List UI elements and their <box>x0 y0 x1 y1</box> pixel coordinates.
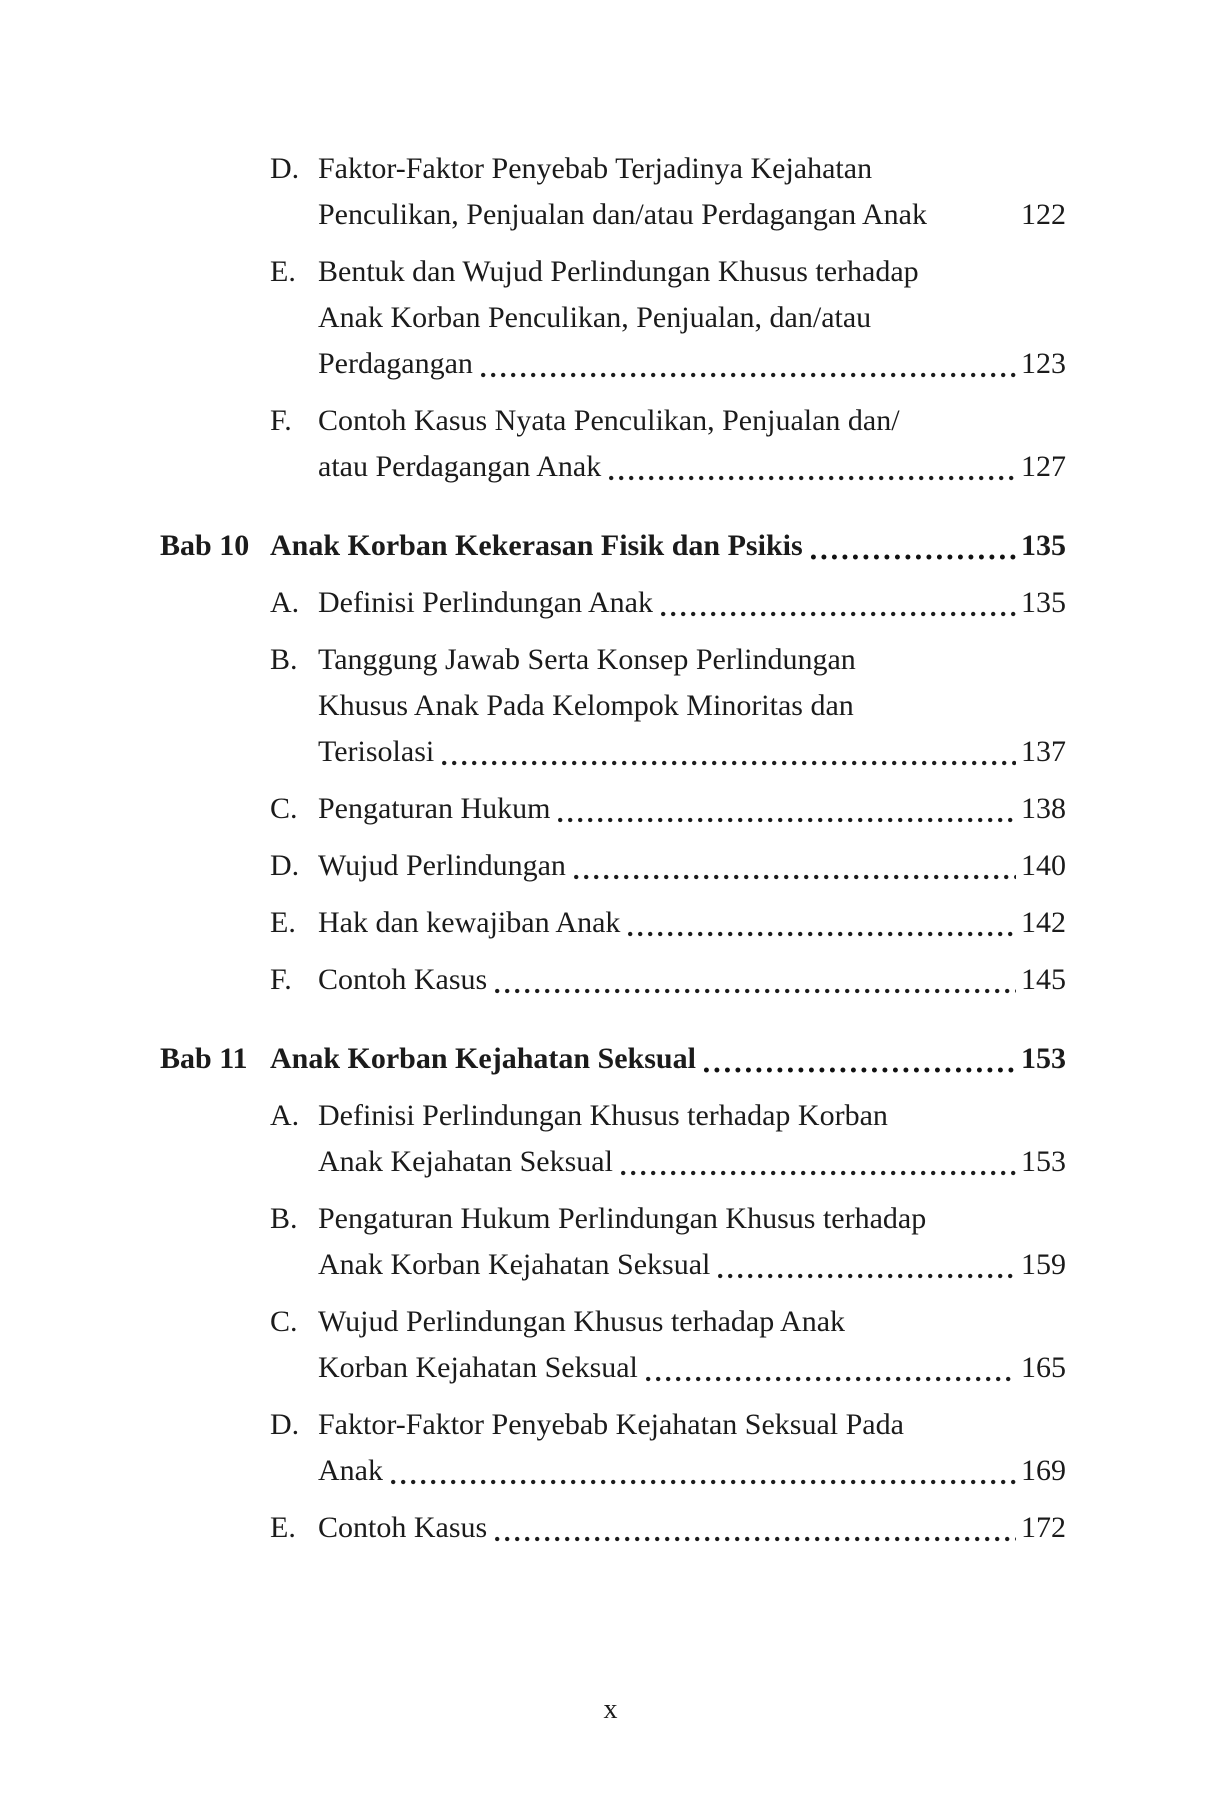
item-entry-body <box>318 580 1066 626</box>
toc-chapter-entry <box>160 523 1066 569</box>
item-letter: B. <box>270 643 298 676</box>
item-letter: E. <box>270 1511 296 1544</box>
item-title: Anak <box>318 1454 383 1487</box>
item-title: Contoh Kasus <box>318 1511 488 1544</box>
chapter-title: Anak Korban Kejahatan Seksual <box>270 1042 696 1075</box>
item-title: Definisi Perlindungan Khusus terhadap Korban <box>318 1099 888 1132</box>
dot-leader <box>609 475 1016 481</box>
entry-page-number: 145 <box>1021 963 1066 996</box>
entry-line <box>270 523 1066 569</box>
item-entry-body <box>318 786 1066 832</box>
entry-line <box>318 444 1066 490</box>
entry-line <box>318 1139 1066 1185</box>
item-title: Anak Korban Penculikan, Penjualan, dan/atau <box>318 301 872 334</box>
chapter-title: Anak Korban Kekerasan Fisik dan Psikis <box>270 529 803 562</box>
toc-item-entry <box>160 1505 1066 1551</box>
entry-line <box>318 843 1066 889</box>
entry-page-number: 142 <box>1021 906 1066 939</box>
item-entry-body <box>318 843 1066 889</box>
item-title: Hak dan kewajiban Anak <box>318 906 621 939</box>
dot-leader <box>811 554 1016 560</box>
entry-line <box>318 146 1066 192</box>
dot-leader <box>495 1536 1016 1542</box>
toc-item-entry <box>160 900 1066 946</box>
item-title: Contoh Kasus Nyata Penculikan, Penjualan dan/ <box>318 404 900 437</box>
chapter-entry-body <box>270 1036 1066 1082</box>
toc-item-entry <box>160 1196 1066 1288</box>
item-letter: F. <box>270 963 292 996</box>
entry-line <box>318 1505 1066 1551</box>
item-title: Pengaturan Hukum Perlindungan Khusus terhadap <box>318 1202 927 1235</box>
toc-item-entry <box>160 957 1066 1003</box>
entry-page-number: 123 <box>1021 347 1066 380</box>
item-entry-body <box>318 637 1066 775</box>
dot-leader <box>628 931 1016 937</box>
item-letter: B. <box>270 1202 298 1235</box>
entry-line <box>318 249 1066 295</box>
item-letter: F. <box>270 404 292 437</box>
chapter-entry-body <box>270 523 1066 569</box>
entry-page-number: 159 <box>1021 1248 1066 1281</box>
item-letter: D. <box>270 1408 300 1441</box>
entry-line <box>318 192 1066 238</box>
item-entry-body <box>318 249 1066 387</box>
dot-leader <box>391 1479 1016 1485</box>
item-title: Korban Kejahatan Seksual <box>318 1351 638 1384</box>
entry-line <box>318 1402 1066 1448</box>
dot-leader <box>661 611 1016 617</box>
entry-line <box>318 683 1066 729</box>
entry-line <box>318 1196 1066 1242</box>
item-title: Contoh Kasus <box>318 963 488 996</box>
entry-page-number: 122 <box>1021 198 1066 231</box>
item-title: Tanggung Jawab Serta Konsep Perlindungan <box>318 643 856 676</box>
entry-page-number: 165 <box>1021 1351 1066 1384</box>
item-letter: C. <box>270 792 298 825</box>
entry-page-number: 137 <box>1021 735 1066 768</box>
item-letter: E. <box>270 255 296 288</box>
item-title: atau Perdagangan Anak <box>318 450 602 483</box>
item-entry-body <box>318 146 1066 238</box>
toc-item-entry <box>160 637 1066 775</box>
item-letter: E. <box>270 906 296 939</box>
item-entry-body <box>318 1505 1066 1551</box>
entry-line <box>318 295 1066 341</box>
item-title: Wujud Perlindungan <box>318 849 566 882</box>
item-title: Wujud Perlindungan Khusus terhadap Anak <box>318 1305 846 1338</box>
toc-chapter-entry <box>160 1036 1066 1082</box>
toc-item-entry <box>160 843 1066 889</box>
item-title: Faktor-Faktor Penyebab Kejahatan Seksual Pada <box>318 1408 904 1441</box>
item-entry-body <box>318 1299 1066 1391</box>
entry-line <box>318 1448 1066 1494</box>
item-entry-body <box>318 957 1066 1003</box>
chapter-label: Bab 11 <box>160 1042 248 1075</box>
item-title: Anak Kejahatan Seksual <box>318 1145 613 1178</box>
item-title: Bentuk dan Wujud Perlindungan Khusus terhadap <box>318 255 919 288</box>
entry-page-number: 140 <box>1021 849 1066 882</box>
dot-leader <box>935 223 1016 229</box>
item-title: Khusus Anak Pada Kelompok Minoritas dan <box>318 689 854 722</box>
entry-line <box>318 580 1066 626</box>
entry-page-number: 172 <box>1021 1511 1066 1544</box>
dot-leader <box>495 988 1016 994</box>
entry-line <box>318 341 1066 387</box>
entry-page-number: 127 <box>1021 450 1066 483</box>
toc-item-entry <box>160 1093 1066 1185</box>
dot-leader <box>718 1273 1016 1279</box>
dot-leader <box>481 372 1016 378</box>
entry-page-number: 135 <box>1021 529 1066 562</box>
chapter-label: Bab 10 <box>160 529 250 562</box>
entry-line <box>318 1093 1066 1139</box>
toc-item-entry <box>160 398 1066 490</box>
item-letter: D. <box>270 849 300 882</box>
item-letter: A. <box>270 1099 300 1132</box>
entry-line <box>318 957 1066 1003</box>
item-title: Perdagangan <box>318 347 473 380</box>
item-entry-body <box>318 1402 1066 1494</box>
dot-leader <box>621 1170 1016 1176</box>
entry-line <box>318 637 1066 683</box>
entry-line <box>318 900 1066 946</box>
toc-item-entry <box>160 1402 1066 1494</box>
toc-item-entry <box>160 1299 1066 1391</box>
toc-item-entry <box>160 146 1066 238</box>
toc-item-entry <box>160 249 1066 387</box>
item-letter: C. <box>270 1305 298 1338</box>
toc-item-entry <box>160 580 1066 626</box>
entry-line <box>318 1345 1066 1391</box>
entry-page-number: 135 <box>1021 586 1066 619</box>
item-title: Faktor-Faktor Penyebab Terjadinya Kejahatan <box>318 152 873 185</box>
item-title: Terisolasi <box>318 735 435 768</box>
item-title: Definisi Perlindungan Anak <box>318 586 653 619</box>
entry-page-number: 153 <box>1021 1042 1066 1075</box>
item-entry-body <box>318 398 1066 490</box>
dot-leader <box>646 1376 1016 1382</box>
entry-line <box>318 1242 1066 1288</box>
entry-line <box>318 729 1066 775</box>
entry-line <box>318 786 1066 832</box>
dot-leader <box>704 1067 1016 1073</box>
item-title: Pengaturan Hukum <box>318 792 551 825</box>
entry-line <box>318 1299 1066 1345</box>
item-letter: D. <box>270 152 300 185</box>
entry-line <box>270 1036 1066 1082</box>
dot-leader <box>574 874 1016 880</box>
item-entry-body <box>318 900 1066 946</box>
page-footer <box>0 1693 1221 1727</box>
entry-page-number: 138 <box>1021 792 1066 825</box>
page-number: x <box>603 1694 618 1725</box>
item-letter: A. <box>270 586 300 619</box>
table-of-contents <box>160 146 1066 1551</box>
entry-line <box>318 398 1066 444</box>
dot-leader <box>558 817 1016 823</box>
entry-page-number: 169 <box>1021 1454 1066 1487</box>
dot-leader <box>442 760 1016 766</box>
item-title: Anak Korban Kejahatan Seksual <box>318 1248 711 1281</box>
entry-page-number: 153 <box>1021 1145 1066 1178</box>
item-entry-body <box>318 1196 1066 1288</box>
item-entry-body <box>318 1093 1066 1185</box>
item-title: Penculikan, Penjualan dan/atau Perdagangan Anak <box>318 198 927 231</box>
toc-item-entry <box>160 786 1066 832</box>
